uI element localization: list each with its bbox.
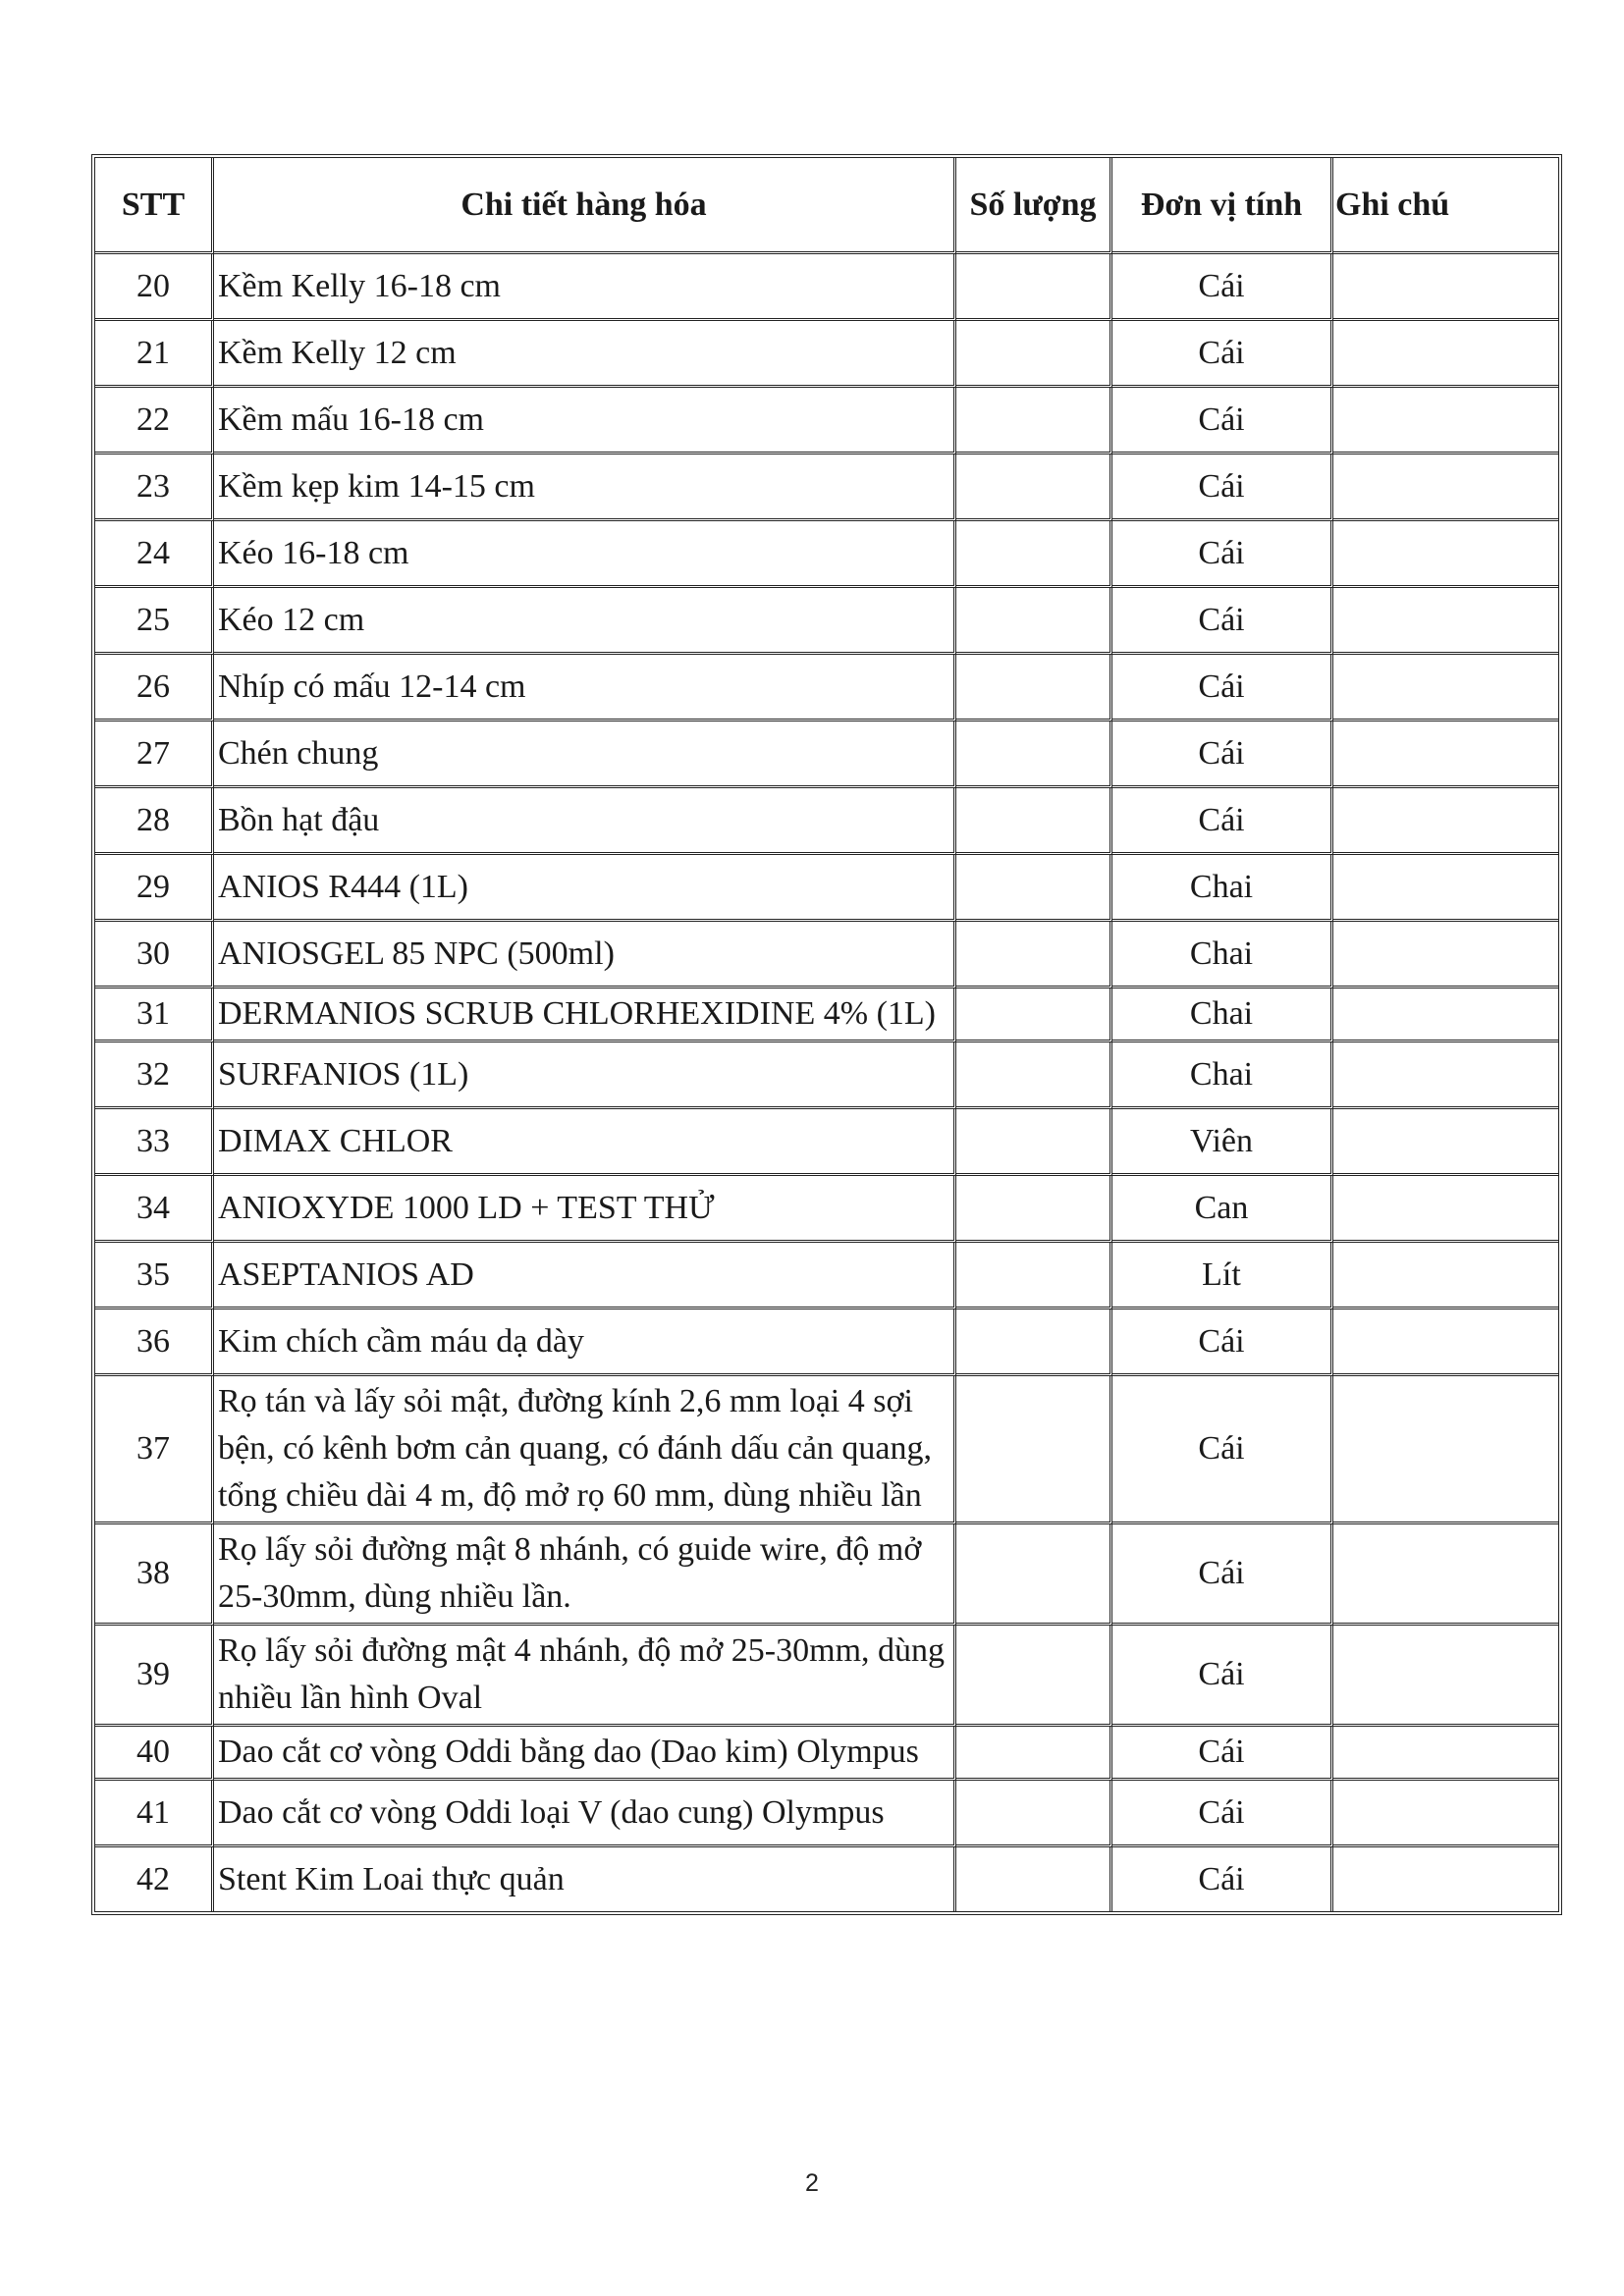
row-stt: 41 <box>95 1781 214 1847</box>
row-item-name: Kềm Kelly 12 cm <box>214 321 956 388</box>
row-quantity <box>956 1176 1112 1243</box>
table-row <box>95 1626 1558 1727</box>
row-note <box>1333 254 1558 321</box>
row-unit: Cái <box>1112 321 1333 388</box>
table-row <box>95 521 1558 588</box>
row-note <box>1333 1847 1558 1911</box>
row-item-name: Nhíp có mấu 12-14 cm <box>214 655 956 721</box>
row-note <box>1333 454 1558 521</box>
row-stt: 42 <box>95 1847 214 1911</box>
header-details: Chi tiết hàng hóa <box>214 158 956 254</box>
header-quantity: Số lượng <box>956 158 1112 254</box>
row-note <box>1333 855 1558 922</box>
row-quantity <box>956 1109 1112 1176</box>
row-stt: 40 <box>95 1727 214 1781</box>
table-row <box>95 1847 1558 1911</box>
row-unit: Cái <box>1112 454 1333 521</box>
row-stt: 34 <box>95 1176 214 1243</box>
row-stt: 25 <box>95 588 214 655</box>
row-unit: Lít <box>1112 1243 1333 1309</box>
table-row <box>95 588 1558 655</box>
row-stt: 39 <box>95 1626 214 1727</box>
row-quantity <box>956 388 1112 454</box>
row-note <box>1333 1243 1558 1309</box>
table-header-row <box>95 158 1558 254</box>
row-note <box>1333 922 1558 988</box>
row-quantity <box>956 1376 1112 1524</box>
row-item-name: Rọ lấy sỏi đường mật 8 nhánh, có guide wire, độ mở 25-30mm, dùng nhiều lần. <box>214 1524 956 1626</box>
row-stt: 33 <box>95 1109 214 1176</box>
row-stt: 37 <box>95 1376 214 1524</box>
row-quantity <box>956 588 1112 655</box>
table-row <box>95 922 1558 988</box>
row-unit: Chai <box>1112 988 1333 1042</box>
row-quantity <box>956 1727 1112 1781</box>
row-quantity <box>956 655 1112 721</box>
row-quantity <box>956 1847 1112 1911</box>
row-note <box>1333 1309 1558 1376</box>
row-stt: 26 <box>95 655 214 721</box>
table-row <box>95 721 1558 788</box>
row-item-name: DERMANIOS SCRUB CHLORHEXIDINE 4% (1L) <box>214 988 956 1042</box>
table-row <box>95 1042 1558 1109</box>
row-unit: Cái <box>1112 1781 1333 1847</box>
row-unit: Can <box>1112 1176 1333 1243</box>
row-note <box>1333 1109 1558 1176</box>
row-note <box>1333 1042 1558 1109</box>
row-item-name: Stent Kim Loai thực quản <box>214 1847 956 1911</box>
row-unit: Cái <box>1112 1727 1333 1781</box>
row-quantity <box>956 454 1112 521</box>
row-note <box>1333 721 1558 788</box>
row-unit: Cái <box>1112 788 1333 855</box>
row-stt: 35 <box>95 1243 214 1309</box>
row-stt: 32 <box>95 1042 214 1109</box>
row-stt: 38 <box>95 1524 214 1626</box>
row-stt: 36 <box>95 1309 214 1376</box>
table-row <box>95 1376 1558 1524</box>
row-note <box>1333 1524 1558 1626</box>
row-note <box>1333 988 1558 1042</box>
table-row <box>95 1309 1558 1376</box>
row-unit: Viên <box>1112 1109 1333 1176</box>
table-row <box>95 855 1558 922</box>
table-row <box>95 788 1558 855</box>
table-row <box>95 1781 1558 1847</box>
row-item-name: ANIOS R444 (1L) <box>214 855 956 922</box>
row-stt: 31 <box>95 988 214 1042</box>
row-note <box>1333 788 1558 855</box>
row-note <box>1333 1176 1558 1243</box>
row-unit: Chai <box>1112 855 1333 922</box>
row-unit: Cái <box>1112 655 1333 721</box>
row-quantity <box>956 988 1112 1042</box>
row-note <box>1333 1376 1558 1524</box>
row-stt: 30 <box>95 922 214 988</box>
row-note <box>1333 1781 1558 1847</box>
row-stt: 20 <box>95 254 214 321</box>
row-stt: 23 <box>95 454 214 521</box>
row-note <box>1333 388 1558 454</box>
goods-table <box>91 154 1562 1915</box>
row-item-name: Kéo 12 cm <box>214 588 956 655</box>
table-row <box>95 388 1558 454</box>
table-row <box>95 454 1558 521</box>
row-quantity <box>956 1243 1112 1309</box>
table-row <box>95 1727 1558 1781</box>
row-item-name: ASEPTANIOS AD <box>214 1243 956 1309</box>
row-item-name: Kim chích cầm máu dạ dày <box>214 1309 956 1376</box>
row-item-name: Dao cắt cơ vòng Oddi bằng dao (Dao kim) Olympus <box>214 1727 956 1781</box>
row-unit: Cái <box>1112 521 1333 588</box>
header-unit: Đơn vị tính <box>1112 158 1333 254</box>
row-item-name: Kềm Kelly 16-18 cm <box>214 254 956 321</box>
table-row <box>95 988 1558 1042</box>
row-unit: Cái <box>1112 388 1333 454</box>
row-item-name: Rọ tán và lấy sỏi mật, đường kính 2,6 mm loại 4 sợi bện, có kênh bơm cản quang, có đánh dấu cản quang, tổng chiều dài 4 m, độ mở rọ 60 mm, dùng nhiều lần <box>214 1376 956 1524</box>
row-item-name: SURFANIOS (1L) <box>214 1042 956 1109</box>
row-item-name: Kéo 16-18 cm <box>214 521 956 588</box>
row-item-name: Bồn hạt đậu <box>214 788 956 855</box>
row-quantity <box>956 254 1112 321</box>
header-stt: STT <box>95 158 214 254</box>
row-item-name: Dao cắt cơ vòng Oddi loại V (dao cung) Olympus <box>214 1781 956 1847</box>
table-row <box>95 254 1558 321</box>
row-item-name: ANIOSGEL 85 NPC (500ml) <box>214 922 956 988</box>
row-stt: 28 <box>95 788 214 855</box>
row-stt: 29 <box>95 855 214 922</box>
row-unit: Cái <box>1112 1847 1333 1911</box>
row-note <box>1333 321 1558 388</box>
row-item-name: Kềm mấu 16-18 cm <box>214 388 956 454</box>
table-row <box>95 1524 1558 1626</box>
row-unit: Cái <box>1112 721 1333 788</box>
row-stt: 24 <box>95 521 214 588</box>
row-note <box>1333 588 1558 655</box>
row-item-name: Rọ lấy sỏi đường mật 4 nhánh, độ mở 25-30mm, dùng nhiều lần hình Oval <box>214 1626 956 1727</box>
row-quantity <box>956 922 1112 988</box>
row-unit: Cái <box>1112 1524 1333 1626</box>
row-unit: Cái <box>1112 1376 1333 1524</box>
row-unit: Chai <box>1112 922 1333 988</box>
row-stt: 27 <box>95 721 214 788</box>
row-quantity <box>956 1524 1112 1626</box>
table-row <box>95 321 1558 388</box>
row-quantity <box>956 521 1112 588</box>
table-row <box>95 1243 1558 1309</box>
row-quantity <box>956 1042 1112 1109</box>
row-unit: Cái <box>1112 1309 1333 1376</box>
row-unit: Cái <box>1112 588 1333 655</box>
table-row <box>95 1176 1558 1243</box>
row-quantity <box>956 321 1112 388</box>
row-item-name: Chén chung <box>214 721 956 788</box>
row-note <box>1333 655 1558 721</box>
table-row <box>95 1109 1558 1176</box>
header-note: Ghi chú <box>1333 158 1558 254</box>
row-quantity <box>956 1781 1112 1847</box>
row-note <box>1333 1727 1558 1781</box>
row-quantity <box>956 721 1112 788</box>
row-item-name: ANIOXYDE 1000 LD + TEST THỬ <box>214 1176 956 1243</box>
row-quantity <box>956 1626 1112 1727</box>
row-unit: Cái <box>1112 1626 1333 1727</box>
row-stt: 21 <box>95 321 214 388</box>
row-quantity <box>956 788 1112 855</box>
row-stt: 22 <box>95 388 214 454</box>
row-quantity <box>956 855 1112 922</box>
row-unit: Cái <box>1112 254 1333 321</box>
table-body <box>95 254 1558 1911</box>
page-number: 2 <box>805 2169 819 2197</box>
row-quantity <box>956 1309 1112 1376</box>
row-item-name: DIMAX CHLOR <box>214 1109 956 1176</box>
table-row <box>95 655 1558 721</box>
row-note <box>1333 521 1558 588</box>
row-unit: Chai <box>1112 1042 1333 1109</box>
row-item-name: Kềm kẹp kim 14-15 cm <box>214 454 956 521</box>
row-note <box>1333 1626 1558 1727</box>
